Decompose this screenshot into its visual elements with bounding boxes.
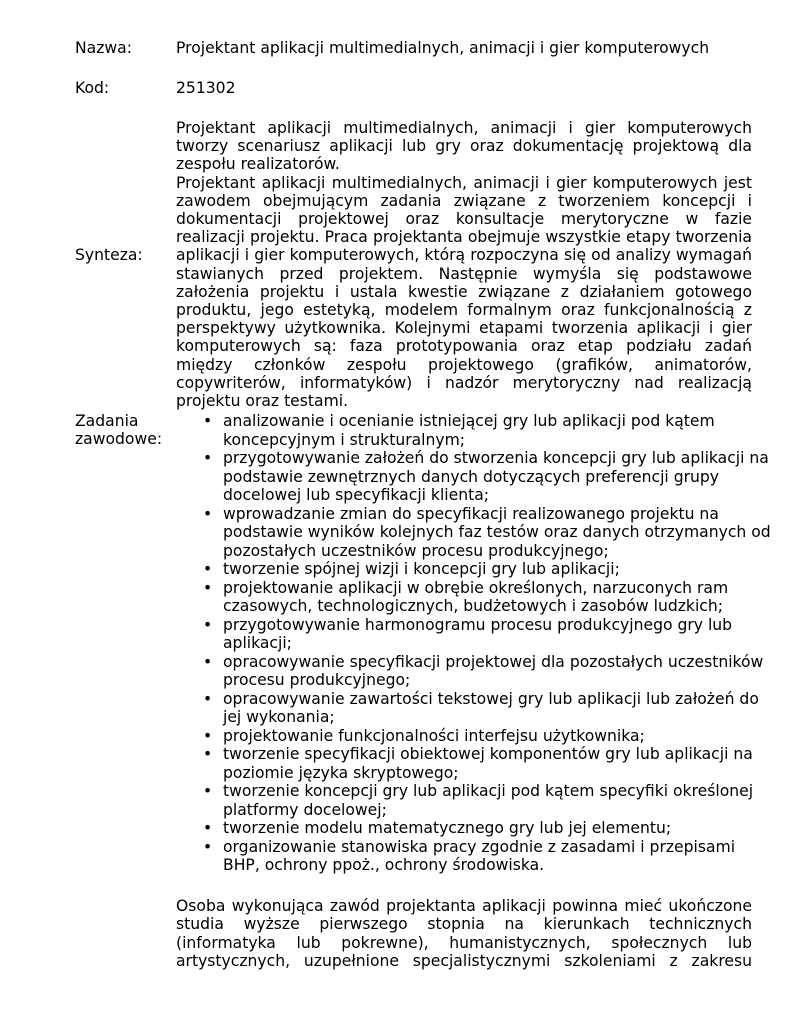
task-text: tworzenie specyfikacji obiektowej komponentów gry lub aplikacji na poziomie języka skryptowego; bbox=[223, 745, 753, 782]
bullet-icon: • bbox=[203, 412, 213, 430]
synthesis-paragraph: Projektant aplikacji multimedialnych, animacji i gier komputerowych jest zawodem obejmującym zadania związane z tworzeniem koncepcji i dokumentacji projektowej oraz konsultacje merytoryczne w fazie realizacji projektu. Praca projektanta obejmuje wszystkie etapy tworzenia aplikacji i gier komputerowych, którą rozpoczyna się od analizy wymagań stawianych przed projektem. Następnie wymyśla się podstawowe założenia projektu i ustala kwestie związane z działaniem gotowego produktu, jego estetyką, modelem formalnym oraz funkcjonalnością z perspektywy użytkownika. Kolejnymi etapami tworzenia aplikacji i gier komputerowych są: faza prototypowania oraz etap podziału zadań między członków zespołu projektowego (grafików, animatorów, copywriterów, informatyków) i nadzór merytoryczny nad realizacją projektu oraz testami. bbox=[176, 173, 752, 411]
bullet-icon: • bbox=[203, 504, 213, 523]
task-text: opracowywanie specyfikacji projektowej dla pozostałych uczestników procesu produkcyjnego; bbox=[223, 652, 764, 689]
task-item bbox=[176, 727, 776, 746]
task-item bbox=[176, 745, 776, 782]
bullet-icon: • bbox=[203, 560, 213, 578]
task-text: przygotowywanie założeń do stworzenia koncepcji gry lub aplikacji na podstawie zewnętrznych danych dotyczących preferencji grupy docelowej lub specyfikacji klienta; bbox=[223, 449, 769, 504]
task-text: tworzenie modelu matematycznego gry lub jej elementu; bbox=[223, 819, 672, 837]
task-item bbox=[176, 690, 776, 727]
task-item bbox=[176, 616, 776, 653]
qualifications-text: Osoba wykonująca zawód projektanta aplikacji powinna mieć ukończone studia wyższe pierwszego stopnia na kierunkach technicznych (informatyka lub pokrewne), humanistycznych, społecznych lub artystycznych, uzupełnione specjalistycznymi szkoleniami z zakresu bbox=[176, 897, 752, 971]
bullet-icon: • bbox=[203, 745, 213, 763]
task-item bbox=[176, 838, 776, 875]
bullet-icon: • bbox=[203, 819, 213, 837]
occupation-name: Projektant aplikacji multimedialnych, animacji i gier komputerowych bbox=[176, 39, 710, 57]
bullet-icon: • bbox=[203, 578, 213, 597]
task-text: projektowanie funkcjonalności interfejsu użytkownika; bbox=[223, 726, 645, 745]
tasks-label: Zadania zawodowe: bbox=[75, 412, 163, 449]
synthesis-label: Synteza: bbox=[75, 246, 143, 264]
bullet-icon: • bbox=[203, 782, 213, 800]
bullet-icon: • bbox=[203, 615, 213, 634]
bullet-icon: • bbox=[203, 837, 213, 856]
synthesis-text bbox=[176, 119, 752, 410]
synthesis-paragraph: Projektant aplikacji multimedialnych, animacji i gier komputerowych tworzy scenariusz aplikacji lub gry oraz dokumentację projektową dla zespołu realizatorów. bbox=[176, 119, 752, 174]
task-text: organizowanie stanowiska pracy zgodnie z zasadami i przepisami BHP, ochrony ppoż., ochrony środowiska. bbox=[223, 837, 736, 874]
task-text: opracowywanie zawartości tekstowej gry lub aplikacji lub założeń do jej wykonania; bbox=[223, 689, 759, 726]
bullet-icon: • bbox=[203, 689, 213, 708]
task-item bbox=[176, 560, 776, 579]
task-text: tworzenie koncepcji gry lub aplikacji pod kątem specyfiki określonej platformy docelowej; bbox=[223, 782, 754, 819]
code-label: Kod: bbox=[75, 79, 110, 97]
task-item bbox=[176, 505, 776, 561]
task-text: wprowadzanie zmian do specyfikacji realizowanego projektu na podstawie wyników kolejnych faz testów oraz danych otrzymanych od pozostałych uczestników procesu produkcyjnego; bbox=[223, 504, 771, 560]
task-text: projektowanie aplikacji w obrębie określonych, narzuconych ram czasowych, technologicznych, budżetowych i zasobów ludzkich; bbox=[223, 578, 729, 615]
task-item bbox=[176, 653, 776, 690]
bullet-icon: • bbox=[203, 449, 213, 467]
name-label: Nazwa: bbox=[75, 39, 132, 57]
task-item bbox=[176, 449, 776, 505]
task-item bbox=[176, 782, 776, 819]
bullet-icon: • bbox=[203, 652, 213, 671]
task-item bbox=[176, 412, 776, 449]
occupation-code: 251302 bbox=[176, 79, 236, 97]
task-text: przygotowywanie harmonogramu procesu produkcyjnego gry lub aplikacji; bbox=[223, 615, 733, 652]
task-item bbox=[176, 579, 776, 616]
bullet-icon: • bbox=[203, 726, 213, 745]
task-text: tworzenie spójnej wizji i koncepcji gry lub aplikacji; bbox=[223, 560, 620, 578]
tasks-list bbox=[176, 412, 776, 875]
task-text: analizowanie i ocenianie istniejącej gry lub aplikacji pod kątem koncepcyjnym i strukturalnym; bbox=[223, 412, 715, 449]
task-item bbox=[176, 819, 776, 838]
